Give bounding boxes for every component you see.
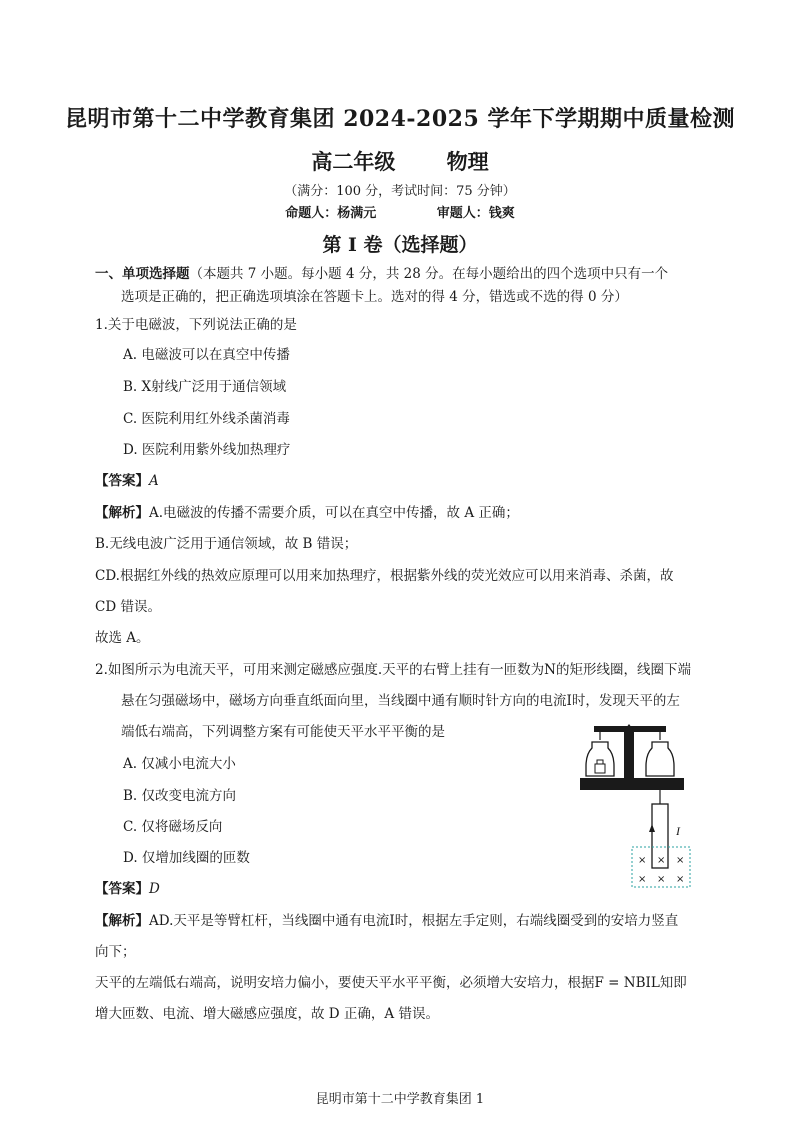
q1-analysis-3a: CD.根据红外线的热效应原理可以用来加热理疗，根据紫外线的荧光效应可以用来消毒、杀菌，故 xyxy=(95,568,674,584)
balance-pillar xyxy=(624,732,634,780)
q1-answer: 【答案】A xyxy=(95,473,159,489)
field-symbol: × xyxy=(676,855,685,866)
q1-stem: 1.关于电磁波，下列说法正确的是 xyxy=(95,317,297,333)
q2-option-c: C. 仅将磁场反向 xyxy=(123,819,223,835)
setter-label: 命题人：杨满元 xyxy=(285,206,377,221)
page-footer: 昆明市第十二中学教育集团 1 xyxy=(315,1092,485,1107)
q1-analysis-3b: CD 错误。 xyxy=(95,599,161,615)
section-heading: 一、单项选择题 xyxy=(95,266,190,282)
field-symbol: × xyxy=(676,874,685,885)
current-label: I xyxy=(676,824,680,838)
q2-stem-3: 端低右端高，下列调整方案有可能使天平水平平衡的是 xyxy=(121,724,445,740)
page-title: 昆明市第十二中学教育集团 2024-2025 学年下学期期中质量检测 xyxy=(65,106,735,132)
section-description-line2: 选项是正确的，把正确选项填涂在答题卡上。选对的得 4 分，错选或不选的得 0 分） xyxy=(121,289,628,305)
q1-conclusion: 故选 A。 xyxy=(95,630,150,646)
q2-stem-1: 2.如图所示为电流天平，可用来测定磁感应强度.天平的右臂上挂有一匝数为N的矩形线圈，线圈下端 xyxy=(95,662,691,678)
q2-option-d: D. 仅增加线圈的匝数 xyxy=(123,850,250,866)
right-jar xyxy=(646,742,674,776)
q2-option-a: A. 仅减小电流大小 xyxy=(123,756,236,772)
grade-subject xyxy=(0,146,800,176)
q1-option-d: D. 医院利用紫外线加热理疗 xyxy=(123,442,291,458)
exam-authors xyxy=(0,202,800,221)
current-balance-diagram xyxy=(578,718,708,893)
q1-analysis-2: B.无线电波广泛用于通信领域，故 B 错误； xyxy=(95,536,358,552)
q1-option-b: B. X射线广泛用于通信领域 xyxy=(123,379,287,395)
current-arrow-icon xyxy=(649,824,655,832)
q1-option-a: A. 电磁波可以在真空中传播 xyxy=(123,347,290,363)
field-symbol: × xyxy=(638,855,647,866)
q2-stem-2: 悬在匀强磁场中，磁场方向垂直纸面向里，当线圈中通有顺时针方向的电流I时，发现天平的左 xyxy=(121,693,680,709)
q1-analysis-1: 【解析】A.电磁波的传播不需要介质，可以在真空中传播，故 A 正确； xyxy=(95,505,519,521)
q2-answer: 【答案】D xyxy=(95,881,160,897)
left-jar xyxy=(586,742,614,776)
field-symbol: × xyxy=(638,874,647,885)
exam-meta: （满分：100 分，考试时间：75 分钟） xyxy=(284,184,516,199)
grade-label: 高二年级 xyxy=(311,149,396,174)
volume-heading: 第 I 卷（选择题） xyxy=(322,234,478,256)
q1-option-c: C. 医院利用红外线杀菌消毒 xyxy=(123,411,290,427)
q2-analysis-2b: 增大匝数、电流、增大磁感应强度，故 D 正确，A 错误。 xyxy=(95,1006,439,1022)
q2-analysis-1b: 向下； xyxy=(95,944,136,960)
field-symbol: × xyxy=(657,874,666,885)
section-description-line1: 一、单项选择题（本题共 7 小题。每小题 4 分，共 28 分。在每小题给出的四个选项中只有一个 xyxy=(95,266,669,282)
subject-label: 物理 xyxy=(446,149,489,174)
q2-option-b: B. 仅改变电流方向 xyxy=(123,788,237,804)
field-symbol: × xyxy=(657,855,666,866)
q2-analysis-1a: 【解析】AD.天平是等臂杠杆，当线圈中通有电流I时，根据左手定则，右端线圈受到的安培力竖直 xyxy=(95,913,679,929)
reviewer-label: 审题人：钱爽 xyxy=(436,206,515,221)
q2-analysis-2a: 天平的左端低右端高，说明安培力偏小，要使天平水平平衡，必须增大安培力，根据F = NBIL知即 xyxy=(95,975,687,991)
